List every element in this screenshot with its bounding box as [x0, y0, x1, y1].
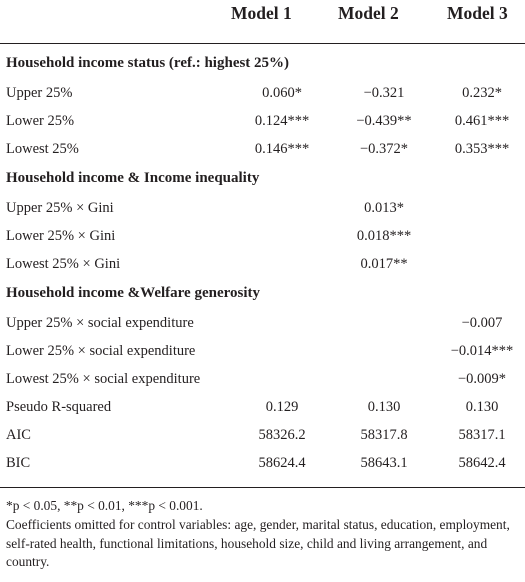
row-label: Lower 25% [6, 113, 75, 129]
cell-model-3: 0.353*** [454, 141, 510, 157]
table-row [0, 310, 525, 338]
cell-model-3: 0.232* [462, 85, 502, 101]
row-label: Upper 25% [6, 85, 73, 101]
cell-model-1: 0.124*** [254, 113, 310, 129]
cell-model-1: 0.146*** [254, 141, 310, 157]
table-row [0, 108, 525, 136]
cell-model-1: 58326.2 [258, 427, 306, 443]
column-header-model-1: Model 1 [231, 3, 292, 23]
row-label: Lower 25% × social expenditure [6, 343, 196, 359]
cell-model-2: 58643.1 [360, 455, 408, 471]
cell-model-2: 0.013* [364, 200, 404, 216]
section-title-welfare-generosity: Household income &Welfare generosity [6, 285, 261, 301]
table-row [0, 450, 525, 478]
row-label: Upper 25% × social expenditure [6, 315, 194, 331]
cell-model-3: −0.007 [461, 315, 503, 331]
cell-model-3: 58642.4 [458, 455, 506, 471]
table-row [0, 366, 525, 394]
cell-model-2: 0.130 [367, 399, 401, 415]
control-variables-note: Coefficients omitted for control variables: age, gender, marital status, education, employment, self-rated health, functional limitations, household size, child and living arrangement, and country. [6, 517, 510, 569]
column-header-model-3: Model 3 [447, 3, 508, 23]
column-header-model-2: Model 2 [338, 3, 399, 23]
cell-model-3: −0.009* [457, 371, 507, 387]
table-row [0, 195, 525, 223]
row-label: AIC [6, 427, 31, 443]
header-rule [0, 43, 525, 44]
cell-model-1: 0.060* [262, 85, 302, 101]
cell-model-2: 58317.8 [360, 427, 408, 443]
cell-model-3: 0.461*** [454, 113, 510, 129]
row-label: Upper 25% × Gini [6, 200, 114, 216]
cell-model-3: 0.130 [465, 399, 499, 415]
table-row [0, 251, 525, 279]
table-row [0, 136, 525, 164]
row-label: Lowest 25% × Gini [6, 256, 121, 272]
cell-model-2: 0.018*** [356, 228, 412, 244]
cell-model-2: −0.439** [356, 113, 412, 129]
section-title-income-inequality: Household income & Income inequality [6, 170, 260, 186]
cell-model-1: 58624.4 [258, 455, 306, 471]
table-row [0, 338, 525, 366]
row-label: Lowest 25% × social expenditure [6, 371, 201, 387]
footer-rule [0, 487, 525, 488]
cell-model-3: −0.014*** [450, 343, 514, 359]
table-row [0, 394, 525, 422]
row-label: Lower 25% × Gini [6, 228, 116, 244]
cell-model-2: −0.372* [359, 141, 409, 157]
row-label: Pseudo R-squared [6, 399, 112, 415]
table-row [0, 422, 525, 450]
table-row [0, 223, 525, 251]
section-title-income-status: Household income status (ref.: highest 25%) [6, 55, 290, 71]
table-row [0, 80, 525, 108]
row-label: Lowest 25% [6, 141, 79, 157]
row-label: BIC [6, 455, 31, 471]
cell-model-3: 58317.1 [458, 427, 506, 443]
cell-model-2: −0.321 [363, 85, 405, 101]
cell-model-1: 0.129 [265, 399, 299, 415]
cell-model-2: 0.017** [360, 256, 408, 272]
significance-footnote: *p < 0.05, **p < 0.01, ***p < 0.001. [6, 498, 203, 513]
